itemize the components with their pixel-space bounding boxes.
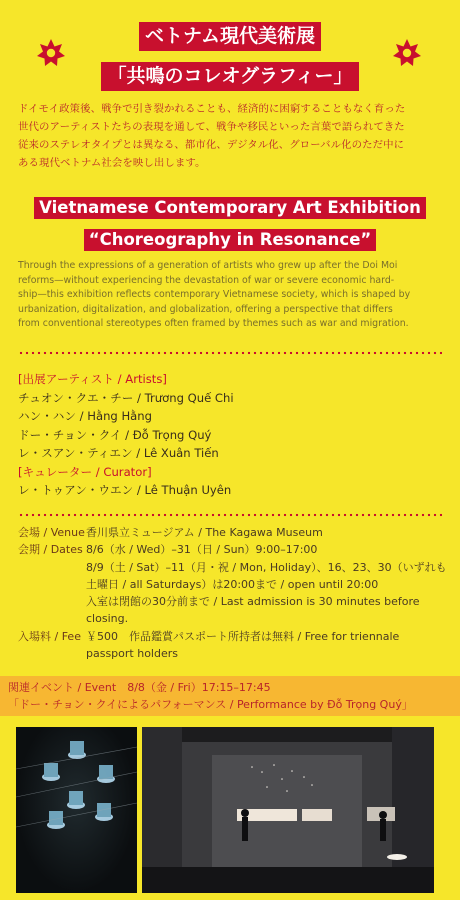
jp-description	[18, 100, 442, 172]
fee-row	[18, 628, 448, 663]
dates-row	[18, 541, 448, 627]
jp-description-line: 従来のステレオタイプとは異なる、都市化、デジタル化、グローバル化のただ中に	[18, 139, 405, 151]
dates-label: 会期 / Dates	[18, 543, 83, 557]
fee-line: ￥500 作品鑑賞パスポート所持者は無料 / Free for triennale	[86, 629, 400, 643]
dates-line: 8/9（土 / Sat）–11（月・祝 / Mon, Holiday）、16、23、30（いずれも	[86, 560, 447, 574]
dates-line: 土曜日 / all Saturdays）は20:00まで / open until 20:00	[86, 577, 379, 591]
curator-heading: [キュレーター / Curator]	[18, 464, 152, 479]
venue-value: 香川県立ミュージアム / The Kagawa Museum	[86, 526, 323, 539]
en-description-line: Through the expressions of a generation of artists who grew up after the Doi Moi	[18, 260, 398, 271]
exhibition-info	[18, 524, 448, 662]
artist-name: ハン・ハン / Hằng Hằng	[18, 409, 152, 423]
glowing-cups-illustration	[16, 727, 137, 893]
jp-title-line-1: ベトナム現代美術展	[139, 22, 321, 51]
artist-name: ドー・チョン・クイ / Đỗ Trọng Quý	[18, 427, 212, 442]
en-title-line-2: “Choreography in Resonance”	[84, 229, 376, 251]
venue-row	[18, 524, 448, 541]
artists-section	[18, 370, 438, 500]
jp-description-line: 世代のアーティストたちの表現を通して、戦争や移民といった言葉で語られてきた	[18, 121, 405, 133]
en-description-line: from conventional stereotypes often framed by themes such as war and migration.	[18, 318, 409, 329]
dotted-divider	[18, 350, 442, 356]
fee-line: passport holders	[86, 647, 178, 661]
en-title-line-1: Vietnamese Contemporary Art Exhibition	[34, 197, 426, 219]
dates-value	[86, 541, 448, 627]
jp-description-line: ドイモイ政策後、戦争で引き裂かれることも、経済的に困窮することもなく育った	[18, 103, 406, 115]
dates-line: closing.	[86, 612, 129, 626]
fee-value	[86, 628, 448, 663]
jp-title-line-2: 「共鳴のコレオグラフィー」	[101, 62, 358, 91]
en-title-row	[0, 229, 460, 251]
event-date-line: 関連イベント / Event 8/8（金 / Fri）17:15–17:45	[8, 681, 271, 694]
exhibition-room-photo	[142, 727, 434, 893]
dates-line: 8/6（水 / Wed）–31（日 / Sun）9:00–17:00	[86, 543, 318, 557]
gallery-room-illustration	[142, 727, 434, 893]
en-description-line: urbanization, digitalization, and globalization, offering a perspective that differs	[18, 303, 393, 315]
artist-name: チュオン・クエ・チー / Trương Quế Chi	[18, 390, 234, 405]
artwork-photo-left	[16, 727, 137, 893]
en-title-row	[0, 197, 460, 219]
venue-label: 会場 / Venue	[18, 526, 85, 539]
curator-name: レ・トゥアン・ウエン / Lê Thuận Uyên	[18, 483, 232, 497]
jp-title-row	[0, 62, 460, 91]
en-description-line: reforms—without experiencing the devastation of war or severe economic hard-	[18, 274, 395, 286]
related-event-band	[0, 676, 460, 716]
en-description-line: ship—this exhibition reflects contemporary Vietnamese society, which is shaped by	[18, 289, 411, 300]
dates-line: 入室は閉館の30分前まで / Last admission is 30 minutes before	[86, 595, 420, 609]
event-title-line: 「ドー・チョン・クイによるパフォーマンス / Performance by Đỗ Trọng Quý」	[8, 698, 413, 711]
dotted-divider	[18, 512, 442, 518]
en-description	[18, 259, 444, 332]
fee-label: 入場料 / Fee	[18, 629, 81, 643]
jp-title-row	[0, 22, 460, 51]
artists-heading: [出展アーティスト / Artists]	[18, 372, 167, 386]
jp-description-line: ある現代ベトナム社会を映し出します。	[18, 157, 206, 169]
artist-name: レ・スアン・ティエン / Lê Xuân Tiến	[18, 446, 219, 460]
